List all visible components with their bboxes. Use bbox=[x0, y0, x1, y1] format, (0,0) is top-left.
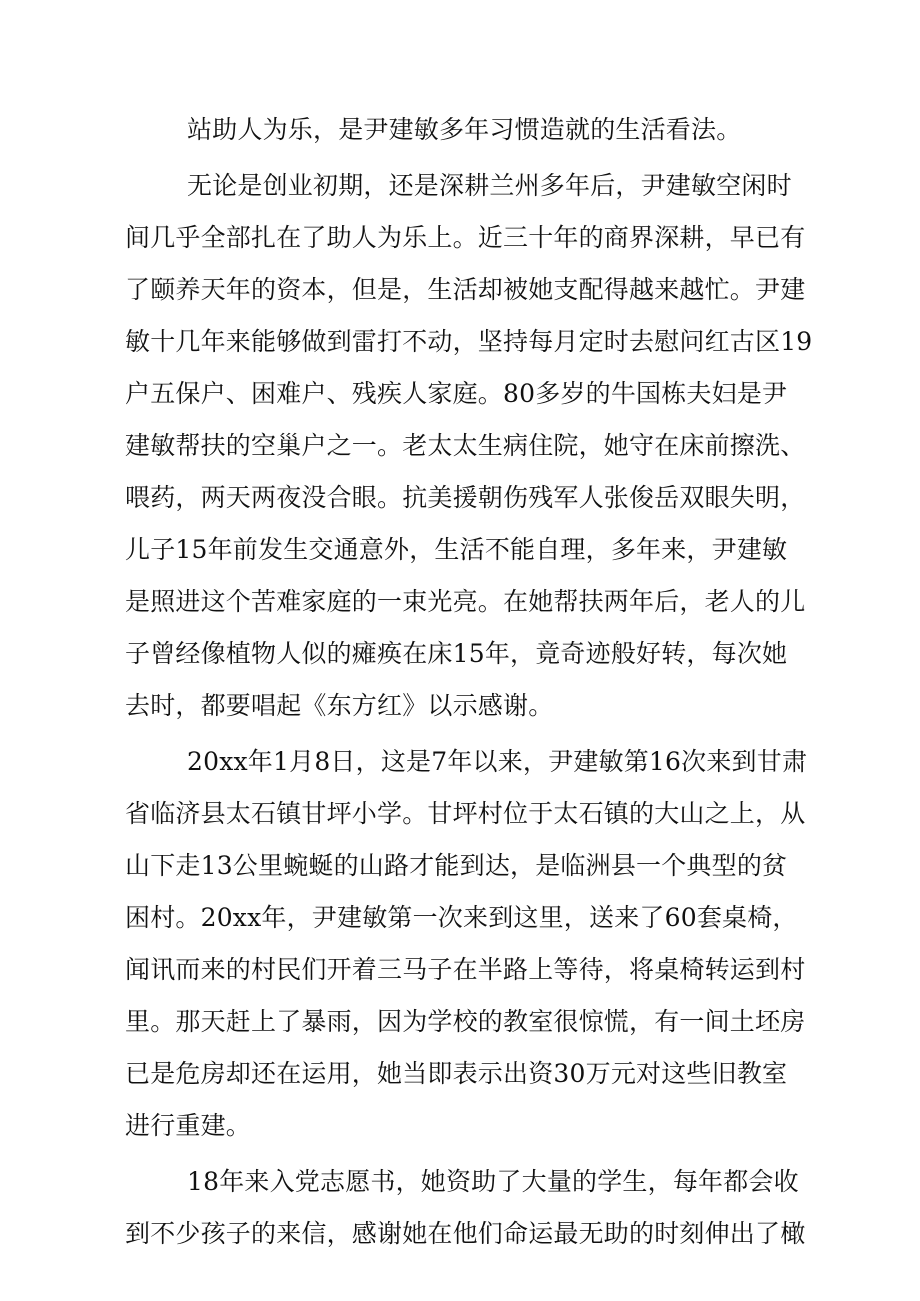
paragraph-2-line-5: 户五保户、困难户、残疾人家庭。80多岁的牛国栋夫妇是尹 bbox=[125, 379, 788, 408]
paragraph-2-line-11: 去时，都要唱起《东方红》以示感谢。 bbox=[125, 691, 554, 720]
paragraph-2-line-4: 敏十几年来能够做到雷打不动，坚持每月定时去慰问红古区19 bbox=[125, 327, 813, 356]
paragraph-3-line-8: 进行重建。 bbox=[125, 1111, 252, 1140]
paragraph-2-line-9: 是照进这个苦难家庭的一束光亮。在她帮扶两年后，老人的儿 bbox=[125, 587, 806, 616]
paragraph-3-line-1: 20xx年1月8日，这是7年以来，尹建敏第16次来到甘肃 bbox=[187, 747, 808, 776]
paragraph-2-line-1: 无论是创业初期，还是深耕兰州多年后，尹建敏空闲时 bbox=[187, 171, 792, 200]
paragraph-2-line-7: 喂药，两天两夜没合眼。抗美援朝伤残军人张俊岳双眼失明， bbox=[125, 483, 806, 512]
paragraph-1-line-1: 站助人为乐，是尹建敏多年习惯造就的生活看法。 bbox=[187, 115, 742, 144]
paragraph-2-line-8: 儿子15年前发生交通意外，生活不能自理，多年来，尹建敏 bbox=[125, 535, 788, 564]
paragraph-4-line-1: 18年来入党志愿书，她资助了大量的学生，每年都会收 bbox=[187, 1167, 799, 1196]
paragraph-3-line-7: 已是危房却还在运用，她当即表示出资30万元对这些旧教室 bbox=[125, 1059, 788, 1088]
paragraph-2-line-2: 间几乎全部扎在了助人为乐上。近三十年的商界深耕，早已有 bbox=[125, 223, 806, 252]
paragraph-2-line-10: 子曾经像植物人似的瘫痪在床15年，竟奇迹般好转，每次她 bbox=[125, 639, 788, 668]
paragraph-2-line-6: 建敏帮扶的空巢户之一。老太太生病住院，她守在床前擦洗、 bbox=[125, 431, 806, 460]
paragraph-3-line-5: 闻讯而来的村民们开着三马子在半路上等待，将桌椅转运到村 bbox=[125, 955, 806, 984]
paragraph-3-line-6: 里。那天赶上了暴雨，因为学校的教室很惊慌，有一间土坯房 bbox=[125, 1007, 806, 1036]
paragraph-3-line-3: 山下走13公里蜿蜒的山路才能到达，是临洲县一个典型的贫 bbox=[125, 851, 788, 880]
paragraph-2-line-3: 了颐养天年的资本，但是，生活却被她支配得越来越忙。尹建 bbox=[125, 275, 806, 304]
paragraph-4-line-2: 到不少孩子的来信，感谢她在他们命运最无助的时刻伸出了橄 bbox=[125, 1219, 806, 1248]
paragraph-3-line-4: 困村。20xx年，尹建敏第一次来到这里，送来了60套桌椅， bbox=[125, 903, 798, 932]
paragraph-3-line-2: 省临济县太石镇甘坪小学。甘坪村位于太石镇的大山之上，从 bbox=[125, 799, 806, 828]
